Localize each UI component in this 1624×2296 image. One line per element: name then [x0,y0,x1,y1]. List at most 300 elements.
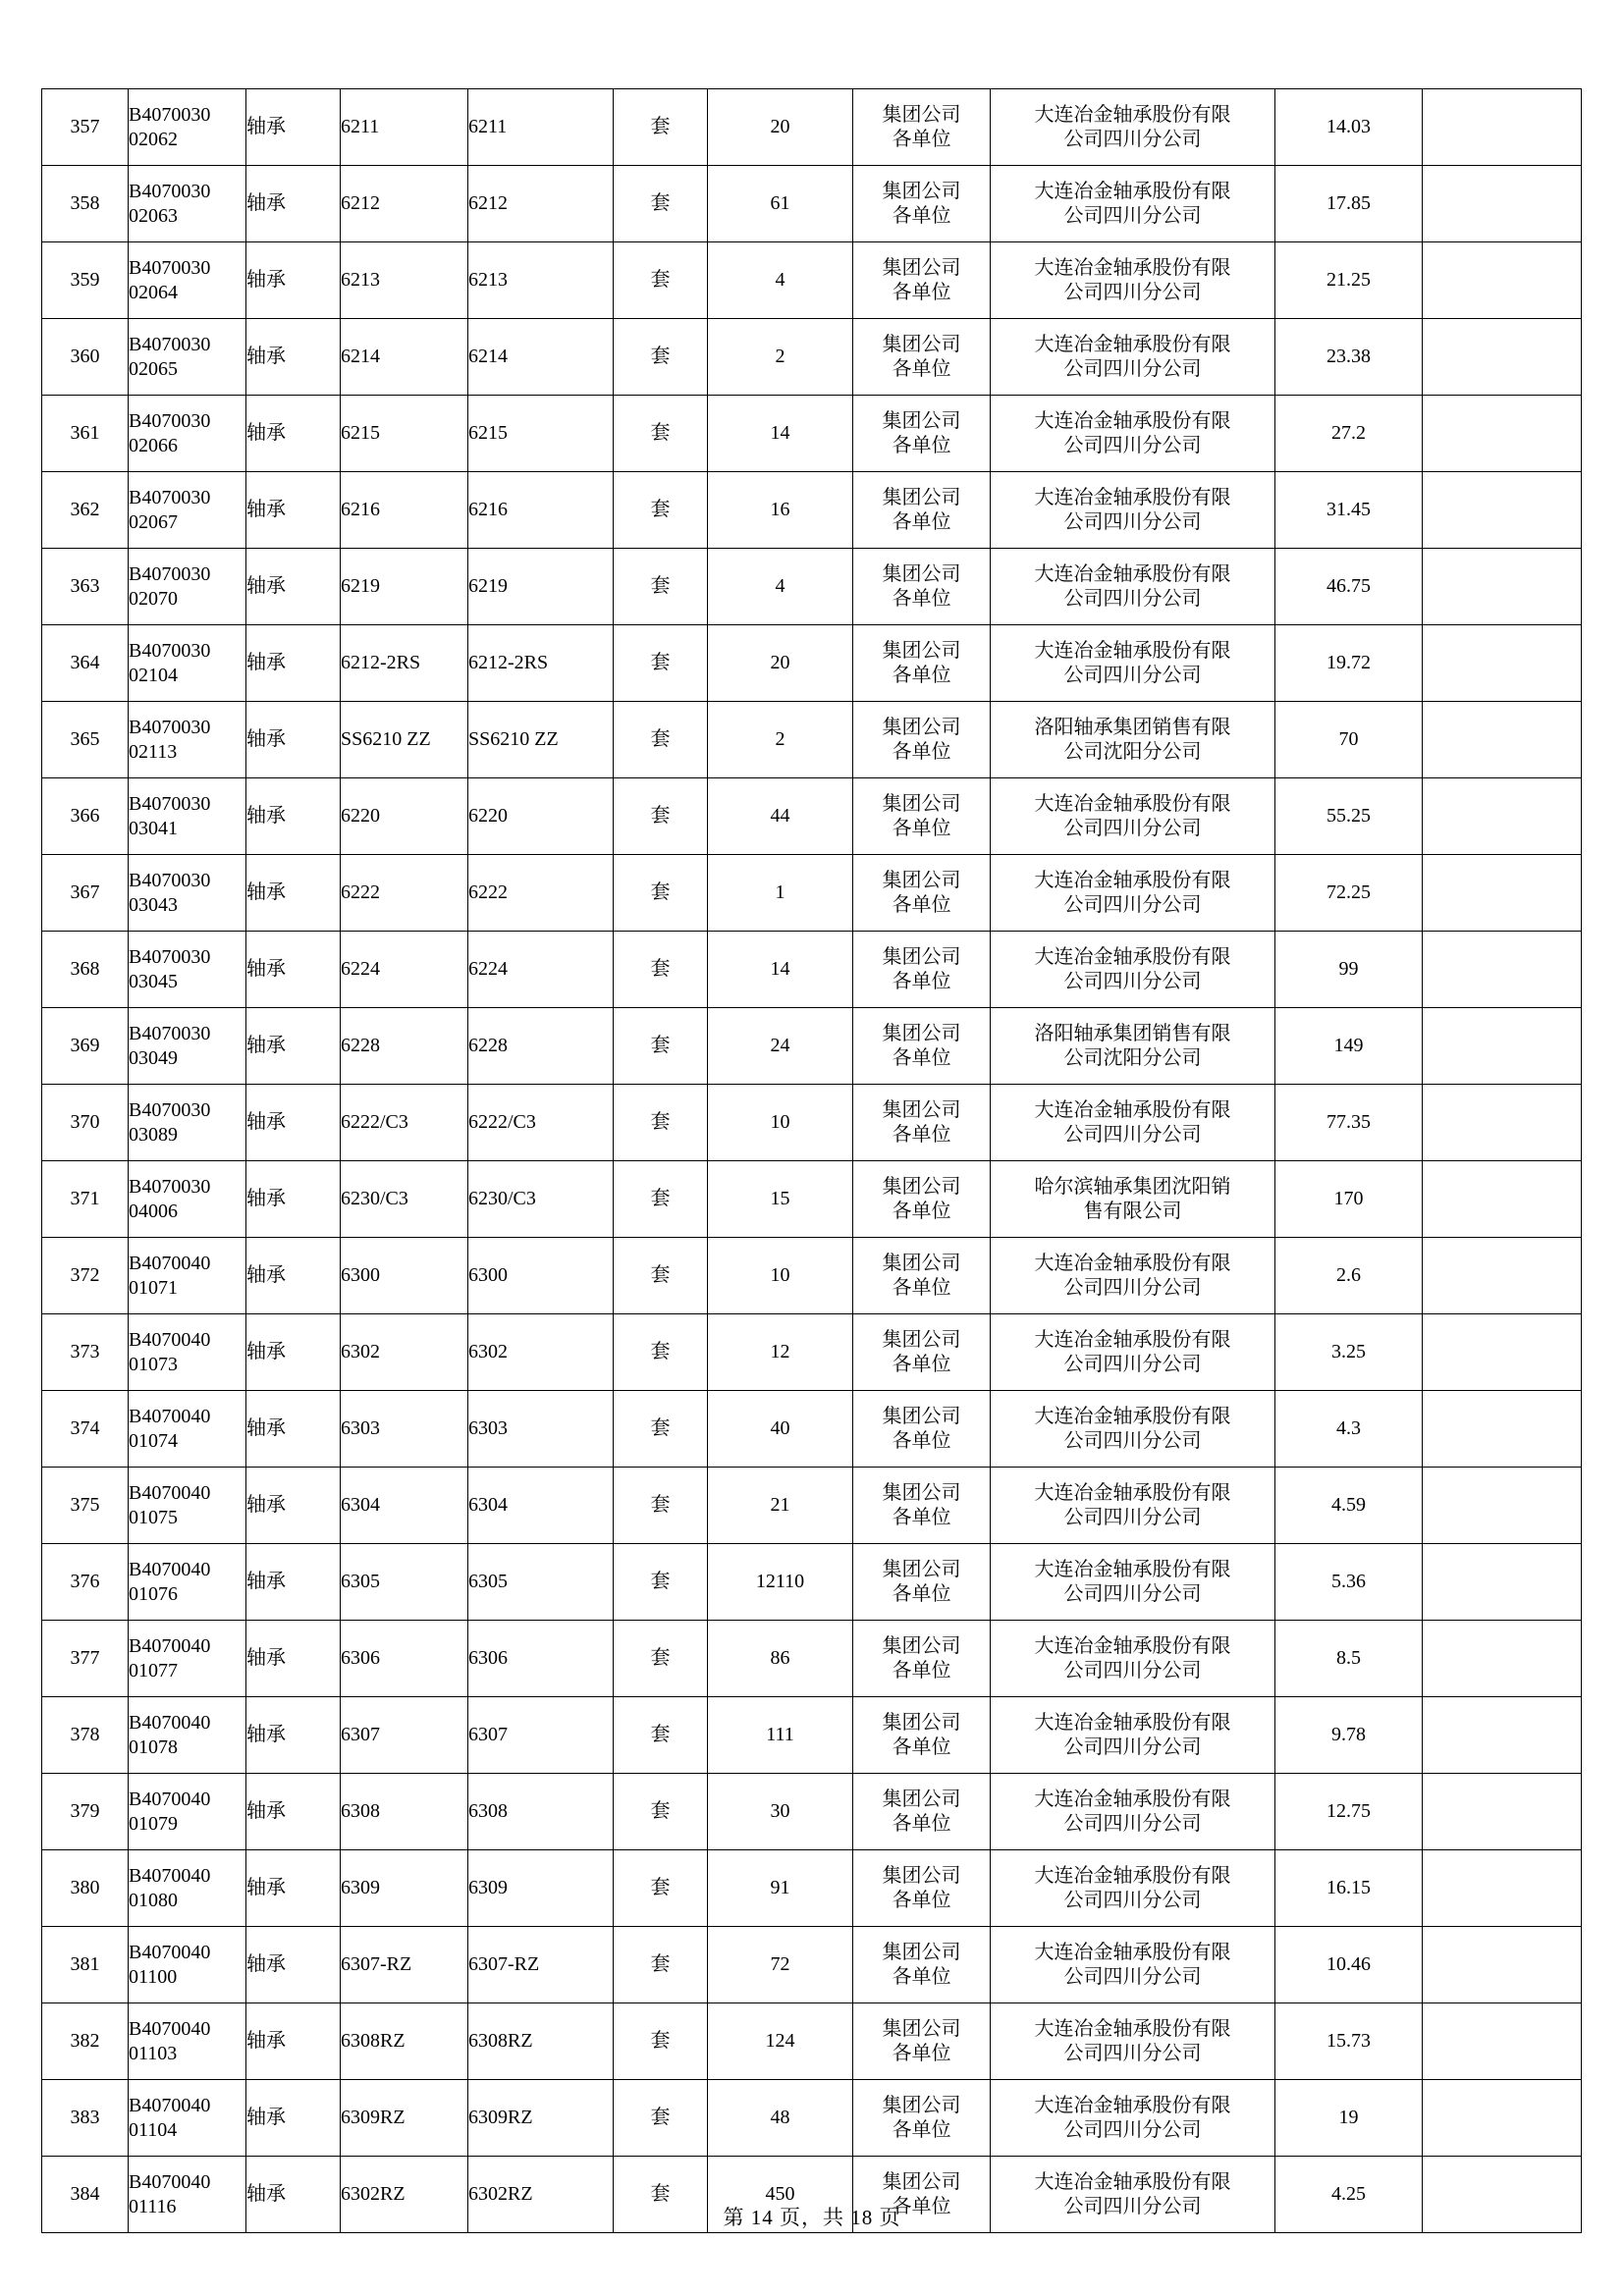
cell-spec: 6306 [341,1621,468,1697]
cell-note [1423,2080,1582,2157]
cell-index: 379 [42,1774,129,1850]
cell-note [1423,1468,1582,1544]
cell-department: 集团公司 各单位 [853,855,991,932]
cell-name: 轴承 [246,1468,341,1544]
cell-name: 轴承 [246,1238,341,1314]
cell-department: 集团公司 各单位 [853,2157,991,2233]
cell-unit: 套 [614,549,708,625]
cell-index: 383 [42,2080,129,2157]
cell-name: 轴承 [246,2080,341,2157]
cell-unit-price: 21.25 [1275,242,1423,319]
cell-name: 轴承 [246,1621,341,1697]
cell-model: 6309RZ [468,2080,614,2157]
cell-index: 359 [42,242,129,319]
cell-material-code: B4070030 03089 [129,1085,246,1161]
cell-material-code: B4070040 01103 [129,2003,246,2080]
cell-material-code: B4070040 01078 [129,1697,246,1774]
cell-supplier: 大连冶金轴承股份有限 公司四川分公司 [991,778,1275,855]
cell-note [1423,472,1582,549]
cell-unit-price: 27.2 [1275,396,1423,472]
cell-note [1423,242,1582,319]
cell-note [1423,319,1582,396]
cell-quantity: 14 [708,932,853,1008]
cell-supplier: 大连冶金轴承股份有限 公司四川分公司 [991,1621,1275,1697]
cell-department: 集团公司 各单位 [853,166,991,242]
cell-model: 6302 [468,1314,614,1391]
cell-unit: 套 [614,472,708,549]
cell-quantity: 2 [708,702,853,778]
cell-index: 376 [42,1544,129,1621]
cell-supplier: 大连冶金轴承股份有限 公司四川分公司 [991,166,1275,242]
cell-name: 轴承 [246,2157,341,2233]
cell-unit-price: 19.72 [1275,625,1423,702]
cell-spec: 6212 [341,166,468,242]
cell-department: 集团公司 各单位 [853,1468,991,1544]
materials-table-container [41,88,1581,2233]
cell-quantity: 14 [708,396,853,472]
cell-spec: 6216 [341,472,468,549]
cell-material-code: B4070040 01079 [129,1774,246,1850]
cell-name: 轴承 [246,1008,341,1085]
cell-note [1423,89,1582,166]
cell-quantity: 124 [708,2003,853,2080]
table-row [42,1468,1582,1544]
cell-material-code: B4070040 01076 [129,1544,246,1621]
cell-unit: 套 [614,625,708,702]
cell-index: 365 [42,702,129,778]
cell-index: 382 [42,2003,129,2080]
cell-index: 360 [42,319,129,396]
cell-spec: 6230/C3 [341,1161,468,1238]
cell-department: 集团公司 各单位 [853,778,991,855]
cell-unit-price: 15.73 [1275,2003,1423,2080]
cell-unit: 套 [614,1850,708,1927]
cell-name: 轴承 [246,778,341,855]
cell-unit-price: 19 [1275,2080,1423,2157]
table-row [42,2080,1582,2157]
cell-name: 轴承 [246,319,341,396]
cell-department: 集团公司 各单位 [853,1085,991,1161]
table-row [42,242,1582,319]
table-row [42,1621,1582,1697]
cell-name: 轴承 [246,1161,341,1238]
cell-unit: 套 [614,1774,708,1850]
cell-unit-price: 46.75 [1275,549,1423,625]
cell-quantity: 111 [708,1697,853,1774]
cell-unit: 套 [614,2157,708,2233]
cell-index: 384 [42,2157,129,2233]
cell-model: 6212-2RS [468,625,614,702]
cell-index: 366 [42,778,129,855]
cell-spec: 6304 [341,1468,468,1544]
table-row [42,1697,1582,1774]
cell-index: 363 [42,549,129,625]
table-row [42,778,1582,855]
cell-name: 轴承 [246,166,341,242]
cell-note [1423,1697,1582,1774]
cell-model: 6305 [468,1544,614,1621]
cell-material-code: B4070040 01080 [129,1850,246,1927]
cell-department: 集团公司 各单位 [853,89,991,166]
cell-material-code: B4070030 02064 [129,242,246,319]
cell-unit: 套 [614,855,708,932]
cell-unit-price: 170 [1275,1161,1423,1238]
cell-index: 375 [42,1468,129,1544]
cell-material-code: B4070040 01071 [129,1238,246,1314]
cell-name: 轴承 [246,1544,341,1621]
cell-spec: 6302RZ [341,2157,468,2233]
cell-department: 集团公司 各单位 [853,1238,991,1314]
cell-supplier: 洛阳轴承集团销售有限 公司沈阳分公司 [991,1008,1275,1085]
page-footer: 第 14 页，共 18 页 [723,2206,901,2229]
cell-quantity: 16 [708,472,853,549]
materials-table [41,88,1582,2233]
cell-department: 集团公司 各单位 [853,319,991,396]
cell-model: 6300 [468,1238,614,1314]
table-row [42,855,1582,932]
cell-note [1423,1774,1582,1850]
cell-unit-price: 14.03 [1275,89,1423,166]
cell-supplier: 大连冶金轴承股份有限 公司四川分公司 [991,1927,1275,2003]
cell-spec: 6219 [341,549,468,625]
cell-name: 轴承 [246,1850,341,1927]
cell-department: 集团公司 各单位 [853,932,991,1008]
cell-model: 6307 [468,1697,614,1774]
cell-name: 轴承 [246,549,341,625]
cell-department: 集团公司 各单位 [853,702,991,778]
cell-supplier: 大连冶金轴承股份有限 公司四川分公司 [991,1850,1275,1927]
cell-name: 轴承 [246,1391,341,1468]
cell-quantity: 48 [708,2080,853,2157]
cell-supplier: 大连冶金轴承股份有限 公司四川分公司 [991,855,1275,932]
cell-material-code: B4070030 02066 [129,396,246,472]
cell-model: 6307-RZ [468,1927,614,2003]
cell-unit: 套 [614,1391,708,1468]
cell-supplier: 大连冶金轴承股份有限 公司四川分公司 [991,1085,1275,1161]
table-row [42,472,1582,549]
cell-note [1423,932,1582,1008]
cell-department: 集团公司 各单位 [853,1391,991,1468]
cell-supplier: 大连冶金轴承股份有限 公司四川分公司 [991,319,1275,396]
cell-note [1423,1238,1582,1314]
cell-note [1423,855,1582,932]
table-row [42,2003,1582,2080]
cell-department: 集团公司 各单位 [853,242,991,319]
cell-unit-price: 9.78 [1275,1697,1423,1774]
cell-department: 集团公司 各单位 [853,2080,991,2157]
cell-index: 372 [42,1238,129,1314]
cell-supplier: 大连冶金轴承股份有限 公司四川分公司 [991,625,1275,702]
cell-quantity: 24 [708,1008,853,1085]
cell-unit: 套 [614,932,708,1008]
cell-unit-price: 4.3 [1275,1391,1423,1468]
cell-spec: 6215 [341,396,468,472]
cell-unit-price: 3.25 [1275,1314,1423,1391]
cell-unit-price: 4.59 [1275,1468,1423,1544]
cell-index: 367 [42,855,129,932]
cell-unit-price: 5.36 [1275,1544,1423,1621]
cell-unit: 套 [614,1927,708,2003]
cell-spec: 6308 [341,1774,468,1850]
cell-note [1423,1391,1582,1468]
cell-name: 轴承 [246,1314,341,1391]
cell-supplier: 大连冶金轴承股份有限 公司四川分公司 [991,2003,1275,2080]
cell-department: 集团公司 各单位 [853,625,991,702]
cell-model: 6215 [468,396,614,472]
cell-quantity: 91 [708,1850,853,1927]
cell-model: 6214 [468,319,614,396]
cell-note [1423,549,1582,625]
cell-model: 6222/C3 [468,1085,614,1161]
cell-material-code: B4070040 01074 [129,1391,246,1468]
cell-material-code: B4070040 01075 [129,1468,246,1544]
cell-model: 6216 [468,472,614,549]
cell-spec: 6224 [341,932,468,1008]
cell-note [1423,166,1582,242]
cell-spec: 6214 [341,319,468,396]
cell-name: 轴承 [246,242,341,319]
cell-model: 6308 [468,1774,614,1850]
cell-unit-price: 16.15 [1275,1850,1423,1927]
table-row [42,1008,1582,1085]
cell-note [1423,778,1582,855]
cell-unit: 套 [614,89,708,166]
table-row [42,166,1582,242]
table-row [42,396,1582,472]
cell-index: 369 [42,1008,129,1085]
cell-material-code: B4070030 03049 [129,1008,246,1085]
cell-material-code: B4070040 01077 [129,1621,246,1697]
cell-unit: 套 [614,1468,708,1544]
cell-material-code: B4070030 03043 [129,855,246,932]
cell-model: 6302RZ [468,2157,614,2233]
cell-spec: 6211 [341,89,468,166]
cell-quantity: 86 [708,1621,853,1697]
cell-name: 轴承 [246,1085,341,1161]
cell-name: 轴承 [246,702,341,778]
cell-index: 378 [42,1697,129,1774]
cell-supplier: 大连冶金轴承股份有限 公司四川分公司 [991,472,1275,549]
cell-supplier: 大连冶金轴承股份有限 公司四川分公司 [991,1468,1275,1544]
cell-spec: 6302 [341,1314,468,1391]
cell-material-code: B4070030 02070 [129,549,246,625]
cell-department: 集团公司 各单位 [853,1544,991,1621]
cell-spec: 6222/C3 [341,1085,468,1161]
cell-department: 集团公司 各单位 [853,472,991,549]
cell-spec: SS6210 ZZ [341,702,468,778]
cell-spec: 6220 [341,778,468,855]
cell-unit: 套 [614,2003,708,2080]
cell-quantity: 72 [708,1927,853,2003]
cell-department: 集团公司 各单位 [853,1850,991,1927]
cell-index: 357 [42,89,129,166]
cell-index: 361 [42,396,129,472]
cell-model: SS6210 ZZ [468,702,614,778]
cell-spec: 6303 [341,1391,468,1468]
cell-quantity: 21 [708,1468,853,1544]
cell-material-code: B4070030 02062 [129,89,246,166]
cell-name: 轴承 [246,625,341,702]
cell-unit-price: 4.25 [1275,2157,1423,2233]
cell-note [1423,1314,1582,1391]
cell-note [1423,1850,1582,1927]
cell-note [1423,702,1582,778]
cell-index: 364 [42,625,129,702]
cell-material-code: B4070040 01116 [129,2157,246,2233]
cell-department: 集团公司 各单位 [853,549,991,625]
cell-material-code: B4070040 01104 [129,2080,246,2157]
cell-unit: 套 [614,1008,708,1085]
cell-supplier: 大连冶金轴承股份有限 公司四川分公司 [991,89,1275,166]
cell-department: 集团公司 各单位 [853,1621,991,1697]
cell-unit: 套 [614,1085,708,1161]
cell-unit-price: 77.35 [1275,1085,1423,1161]
cell-unit-price: 72.25 [1275,855,1423,932]
cell-unit-price: 17.85 [1275,166,1423,242]
cell-department: 集团公司 各单位 [853,1314,991,1391]
cell-quantity: 12110 [708,1544,853,1621]
cell-department: 集团公司 各单位 [853,2003,991,2080]
cell-spec: 6309RZ [341,2080,468,2157]
cell-model: 6228 [468,1008,614,1085]
cell-supplier: 大连冶金轴承股份有限 公司四川分公司 [991,1314,1275,1391]
cell-material-code: B4070030 02065 [129,319,246,396]
cell-supplier: 大连冶金轴承股份有限 公司四川分公司 [991,1544,1275,1621]
cell-spec: 6228 [341,1008,468,1085]
cell-model: 6213 [468,242,614,319]
cell-unit: 套 [614,1697,708,1774]
cell-note [1423,1927,1582,2003]
table-row [42,1161,1582,1238]
cell-quantity: 61 [708,166,853,242]
cell-unit-price: 70 [1275,702,1423,778]
cell-quantity: 15 [708,1161,853,1238]
cell-model: 6211 [468,89,614,166]
cell-index: 377 [42,1621,129,1697]
cell-note [1423,396,1582,472]
table-row [42,1314,1582,1391]
cell-name: 轴承 [246,396,341,472]
cell-material-code: B4070030 02104 [129,625,246,702]
cell-department: 集团公司 各单位 [853,1927,991,2003]
cell-quantity: 1 [708,855,853,932]
cell-material-code: B4070030 03045 [129,932,246,1008]
cell-model: 6220 [468,778,614,855]
cell-supplier: 洛阳轴承集团销售有限 公司沈阳分公司 [991,702,1275,778]
cell-name: 轴承 [246,2003,341,2080]
table-row [42,932,1582,1008]
cell-department: 集团公司 各单位 [853,1697,991,1774]
cell-supplier: 大连冶金轴承股份有限 公司四川分公司 [991,2080,1275,2157]
cell-supplier: 大连冶金轴承股份有限 公司四川分公司 [991,2157,1275,2233]
cell-name: 轴承 [246,1774,341,1850]
cell-department: 集团公司 各单位 [853,396,991,472]
cell-unit-price: 99 [1275,932,1423,1008]
cell-material-code: B4070030 03041 [129,778,246,855]
cell-quantity: 2 [708,319,853,396]
cell-department: 集团公司 各单位 [853,1008,991,1085]
cell-note [1423,1161,1582,1238]
cell-unit: 套 [614,2080,708,2157]
cell-material-code: B4070040 01073 [129,1314,246,1391]
cell-name: 轴承 [246,1927,341,2003]
cell-supplier: 大连冶金轴承股份有限 公司四川分公司 [991,549,1275,625]
cell-index: 362 [42,472,129,549]
cell-supplier: 大连冶金轴承股份有限 公司四川分公司 [991,1238,1275,1314]
table-row [42,319,1582,396]
cell-name: 轴承 [246,855,341,932]
cell-model: 6219 [468,549,614,625]
cell-material-code: B4070040 01100 [129,1927,246,2003]
cell-unit: 套 [614,1161,708,1238]
cell-supplier: 大连冶金轴承股份有限 公司四川分公司 [991,242,1275,319]
cell-unit: 套 [614,1544,708,1621]
cell-unit: 套 [614,242,708,319]
cell-spec: 6307 [341,1697,468,1774]
table-row [42,625,1582,702]
cell-supplier: 大连冶金轴承股份有限 公司四川分公司 [991,1774,1275,1850]
table-row [42,1927,1582,2003]
cell-quantity: 12 [708,1314,853,1391]
cell-spec: 6222 [341,855,468,932]
cell-index: 370 [42,1085,129,1161]
cell-unit-price: 31.45 [1275,472,1423,549]
cell-department: 集团公司 各单位 [853,1161,991,1238]
table-row [42,702,1582,778]
table-row [42,1544,1582,1621]
cell-unit: 套 [614,396,708,472]
table-row [42,549,1582,625]
cell-quantity: 40 [708,1391,853,1468]
cell-supplier: 大连冶金轴承股份有限 公司四川分公司 [991,1697,1275,1774]
cell-unit-price: 2.6 [1275,1238,1423,1314]
table-row [42,1850,1582,1927]
table-row [42,1085,1582,1161]
cell-index: 380 [42,1850,129,1927]
cell-index: 368 [42,932,129,1008]
table-row [42,89,1582,166]
cell-spec: 6308RZ [341,2003,468,2080]
cell-quantity: 30 [708,1774,853,1850]
cell-model: 6306 [468,1621,614,1697]
cell-note [1423,1544,1582,1621]
cell-spec: 6305 [341,1544,468,1621]
cell-quantity: 4 [708,242,853,319]
cell-quantity: 20 [708,625,853,702]
cell-note [1423,1621,1582,1697]
cell-quantity: 450 [708,2157,853,2233]
cell-unit: 套 [614,319,708,396]
cell-supplier: 大连冶金轴承股份有限 公司四川分公司 [991,1391,1275,1468]
cell-model: 6212 [468,166,614,242]
cell-unit-price: 55.25 [1275,778,1423,855]
cell-unit-price: 23.38 [1275,319,1423,396]
cell-material-code: B4070030 02067 [129,472,246,549]
cell-index: 371 [42,1161,129,1238]
cell-model: 6224 [468,932,614,1008]
cell-unit: 套 [614,1314,708,1391]
cell-spec: 6309 [341,1850,468,1927]
cell-unit: 套 [614,778,708,855]
cell-unit: 套 [614,702,708,778]
cell-unit-price: 8.5 [1275,1621,1423,1697]
cell-index: 374 [42,1391,129,1468]
cell-unit: 套 [614,1238,708,1314]
cell-supplier: 大连冶金轴承股份有限 公司四川分公司 [991,396,1275,472]
cell-index: 373 [42,1314,129,1391]
cell-index: 358 [42,166,129,242]
cell-name: 轴承 [246,932,341,1008]
